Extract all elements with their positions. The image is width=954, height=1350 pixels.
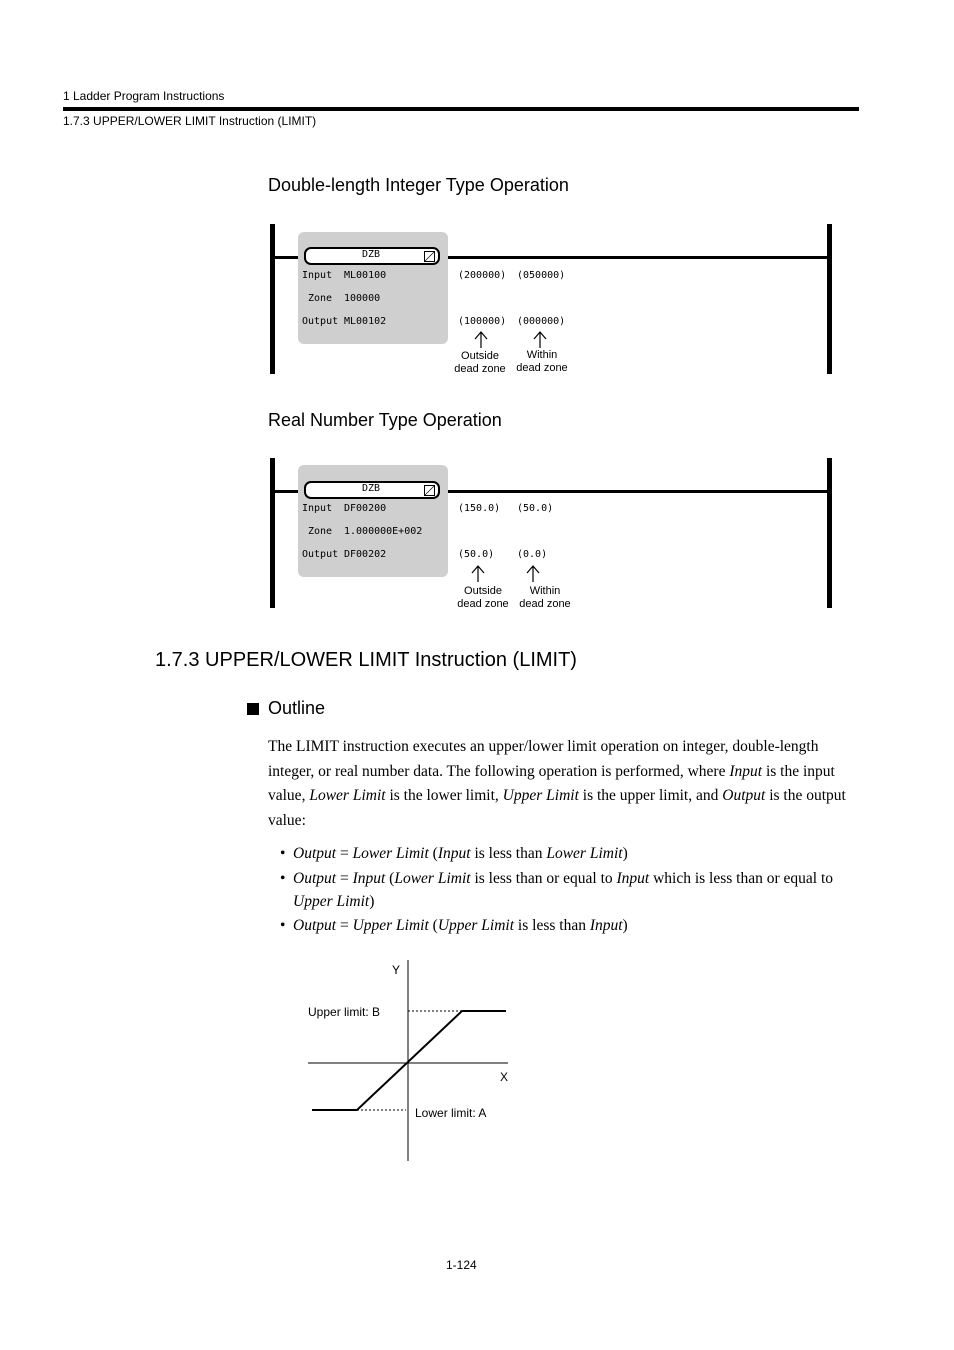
output-register: ML00102 xyxy=(344,316,387,327)
instruction-name-box xyxy=(304,481,440,499)
upper-limit-label: Upper limit: B xyxy=(308,1005,381,1019)
up-arrow-icon xyxy=(525,564,541,582)
zone-label: Zone xyxy=(308,293,333,304)
outside-dead-zone-note: Outside dead zone xyxy=(454,350,506,375)
running-header-chapter: 1 Ladder Program Instructions xyxy=(63,89,225,103)
input-example-outside: (150.0) xyxy=(458,503,501,514)
section-title: 1.7.3 UPPER/LOWER LIMIT Instruction (LIMIT) xyxy=(155,649,577,671)
instruction-name-box xyxy=(304,247,440,265)
instruction-name: DZB xyxy=(362,483,381,494)
input-register: DF00200 xyxy=(344,503,387,514)
header-rule xyxy=(63,107,859,111)
input-register: ML00100 xyxy=(344,270,387,281)
input-example-within: (50.0) xyxy=(517,503,554,514)
double-length-heading: Double-length Integer Type Operation xyxy=(268,175,569,195)
x-axis-label: X xyxy=(500,1070,509,1084)
zone-value: 100000 xyxy=(344,293,381,304)
outline-paragraph: The LIMIT instruction executes an upper/lower limit operation on integer, double-length integer, or real number data. The following operation is performed, where Input is the input value, Lower Limit is the lower limit, Upper Limit is the upper limit, and Output is the output value: xyxy=(268,738,846,829)
input-label: Input xyxy=(302,270,333,281)
output-register: DF00202 xyxy=(344,549,387,560)
running-header-section: 1.7.3 UPPER/LOWER LIMIT Instruction (LIMIT) xyxy=(63,114,317,128)
input-label: Input xyxy=(302,503,333,514)
up-arrow-icon xyxy=(470,564,486,582)
lower-limit-label: Lower limit: A xyxy=(415,1106,487,1120)
output-example-outside: (50.0) xyxy=(458,549,495,560)
output-example-within: (0.0) xyxy=(517,549,548,560)
within-dead-zone-note: Within dead zone xyxy=(519,585,571,610)
output-label: Output xyxy=(302,316,339,327)
right-power-rail xyxy=(827,458,832,608)
up-arrow-icon xyxy=(473,330,489,348)
output-label: Output xyxy=(302,549,339,560)
zone-graph-icon xyxy=(424,251,435,262)
within-dead-zone-note: Within dead zone xyxy=(516,349,568,374)
right-power-rail xyxy=(827,224,832,374)
dzb-instruction-block xyxy=(298,232,448,344)
left-power-rail xyxy=(270,458,275,608)
outline-heading: Outline xyxy=(268,698,326,718)
instruction-name: DZB xyxy=(362,249,381,260)
limit-function-graph xyxy=(300,955,530,1167)
limit-curve xyxy=(312,1011,509,1110)
zone-graph-icon xyxy=(424,485,435,496)
output-example-within: (000000) xyxy=(517,316,566,327)
real-ladder-diagram xyxy=(268,458,834,610)
zone-value: 1.000000E+002 xyxy=(344,526,423,537)
double-ladder-diagram xyxy=(268,224,834,376)
real-number-heading: Real Number Type Operation xyxy=(268,410,502,430)
output-example-outside: (100000) xyxy=(458,316,507,327)
graph-drawing xyxy=(300,955,530,1167)
input-example-outside: (200000) xyxy=(458,270,507,281)
square-bullet-icon xyxy=(247,703,259,715)
zone-label: Zone xyxy=(308,526,333,537)
dzb-instruction-block xyxy=(298,465,448,577)
up-arrow-icon xyxy=(532,330,548,348)
input-example-within: (050000) xyxy=(517,270,566,281)
page-number: 1-124 xyxy=(446,1258,477,1272)
y-axis-label: Y xyxy=(392,963,401,977)
left-power-rail xyxy=(270,224,275,374)
outside-dead-zone-note: Outside dead zone xyxy=(457,585,509,610)
